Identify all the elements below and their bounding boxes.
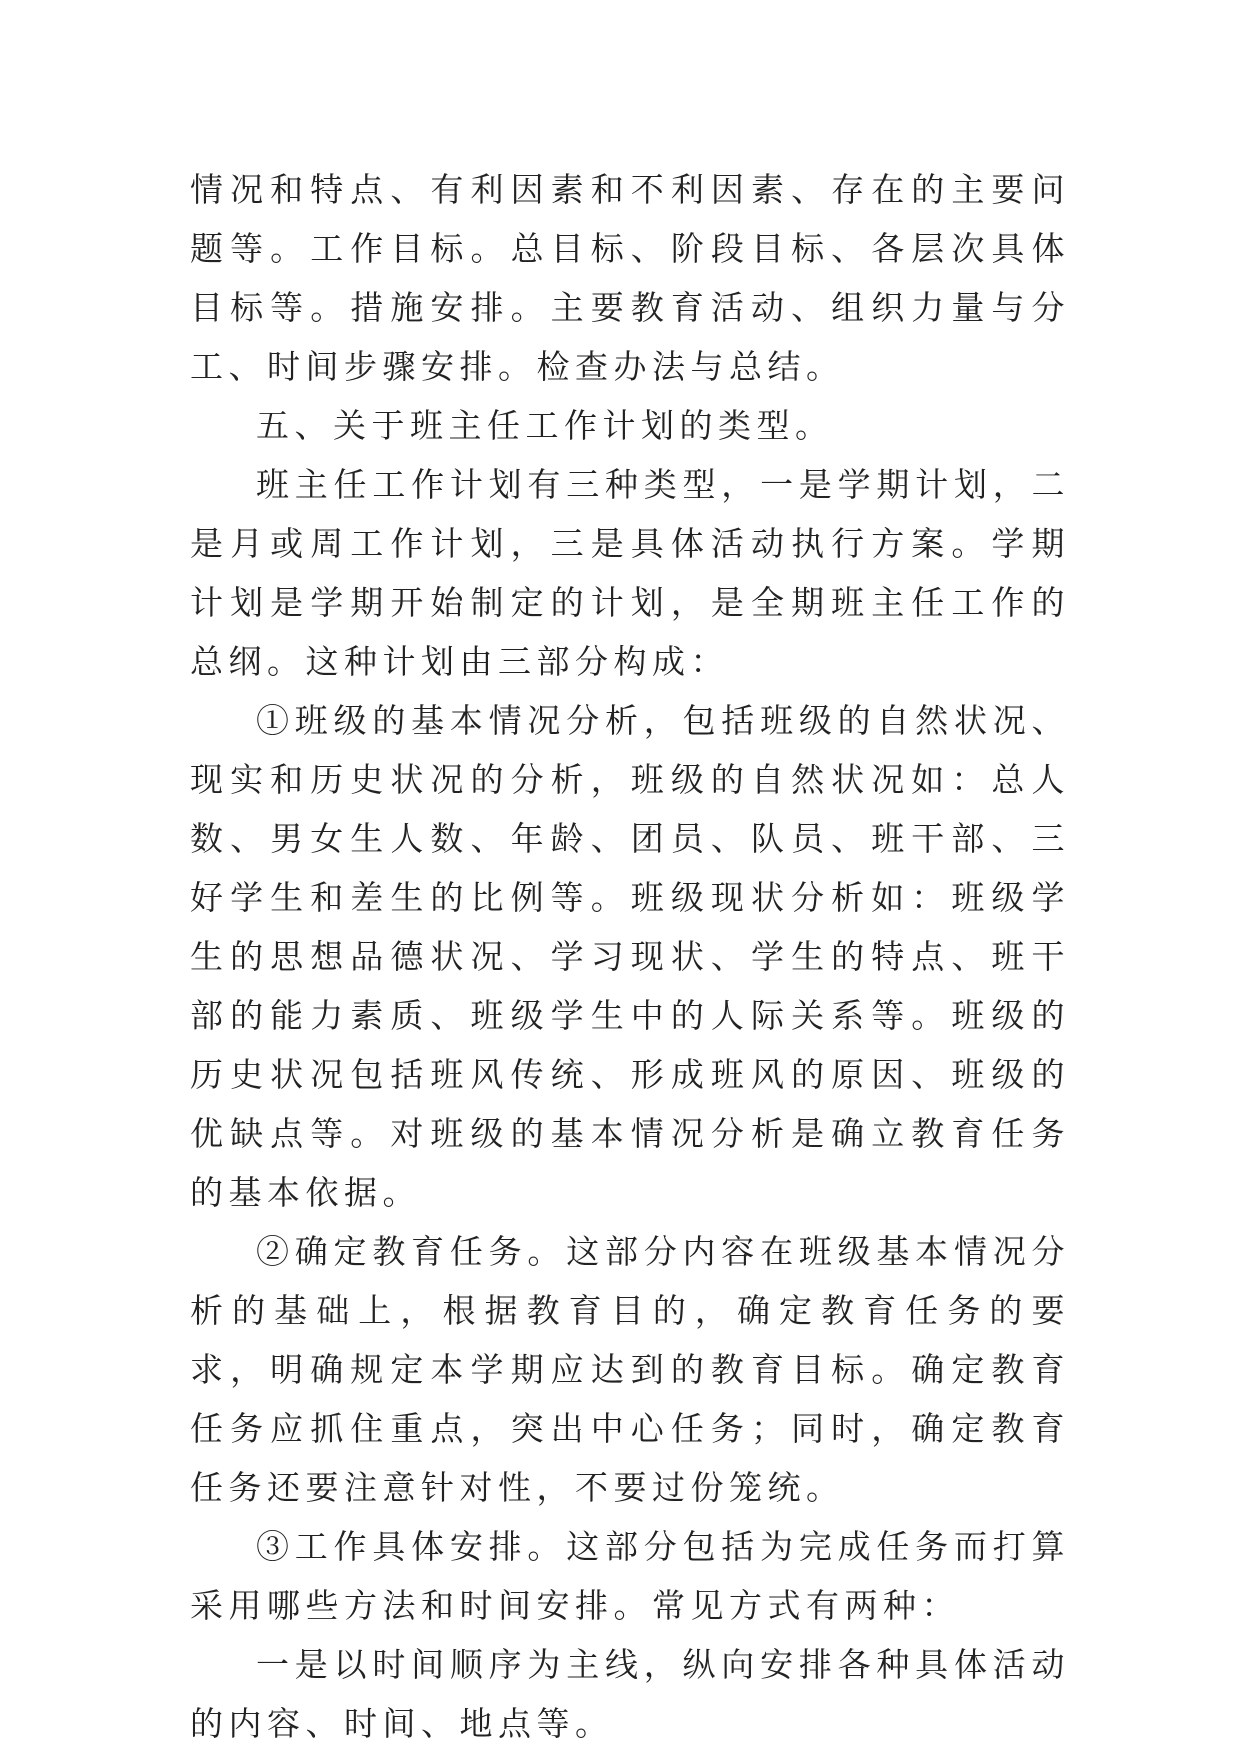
paragraph-item-3: ③工作具体安排。这部分包括为完成任务而打算采用哪些方法和时间安排。常见方式有两种： <box>190 1527 1070 1625</box>
section-heading: 五、关于班主任工作计划的类型。 <box>256 406 834 445</box>
paragraph-method-1: 一是以时间顺序为主线，纵向安排各种具体活动的内容、时间、地点等。 <box>190 1645 1070 1743</box>
paragraph-item-1: ①班级的基本情况分析，包括班级的自然状况、现实和历史状况的分析，班级的自然状况如：总人数、男女生人数、年龄、团员、队员、班干部、三好学生和差生的比例等。班级现状分析如：班级学生的思想品德状况、学习现状、学生的特点、班干部的能力素质、班级学生中的人际关系等。班级的历史状况包括班风传统、形成班风的原因、班级的优缺点等。对班级的基本情况分析是确立教育任务的基本依据。 <box>190 701 1070 1212</box>
paragraph-item-2: ②确定教育任务。这部分内容在班级基本情况分析的基础上，根据教育目的，确定教育任务的要求，明确规定本学期应达到的教育目标。确定教育任务应抓住重点，突出中心任务；同时，确定教育任务还要注意针对性，不要过份笼统。 <box>190 1232 1070 1507</box>
paragraph-plan-types: 班主任工作计划有三种类型，一是学期计划，二是月或周工作计划，三是具体活动执行方案。学期计划是学期开始制定的计划，是全期班主任工作的总纲。这种计划由三部分构成： <box>190 465 1070 681</box>
paragraph-continuation: 情况和特点、有利因素和不利因素、存在的主要问题等。工作目标。总目标、阶段目标、各层次具体目标等。措施安排。主要教育活动、组织力量与分工、时间步骤安排。检查办法与总结。 <box>190 170 1070 386</box>
document-page <box>190 160 1070 1753</box>
